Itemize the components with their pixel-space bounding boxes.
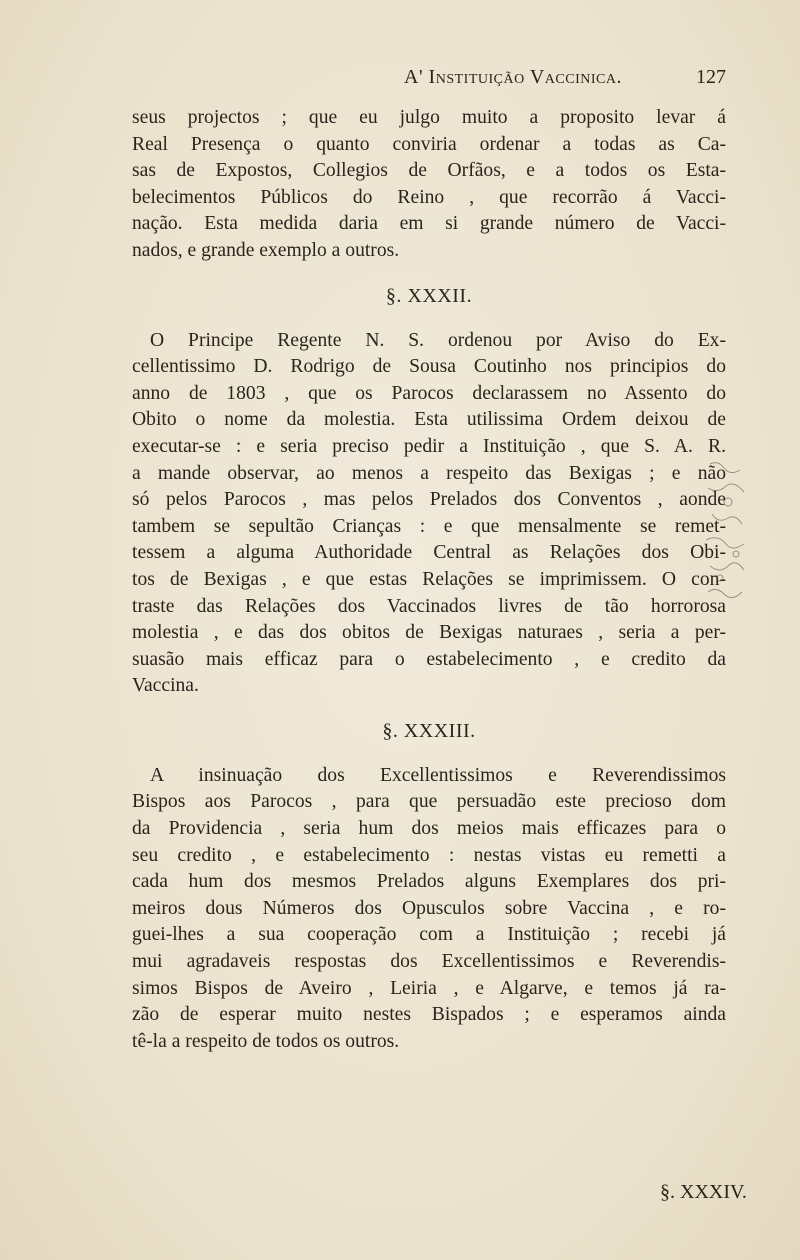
text-line: A insinuação dos Excellentissimos e Reverendissimos — [150, 764, 726, 786]
text-line: da Providencia , seria hum dos meios mais efficazes para o — [132, 818, 726, 840]
text-line: suasão mais efficaz para o estabelecimento , e credito da — [132, 648, 726, 670]
section-heading-32: §. XXXII. — [385, 284, 473, 307]
text-line: molestia , e das dos obitos de Bexigas naturaes , seria a per- — [132, 622, 726, 644]
text-line: meiros dous Números dos Opusculos sobre Vaccina , e ro- — [132, 897, 726, 919]
text-line: a mande observar, ao menos a respeito das Bexigas ; e não — [132, 462, 726, 484]
text-line: Real Presença o quanto conviria ordenar a todas as Ca- — [132, 133, 726, 155]
text-line: zão de esperar muito nestes Bispados ; e esperamos ainda — [132, 1004, 726, 1026]
page-header — [132, 66, 726, 96]
paragraph-2 — [132, 328, 726, 700]
text-line: seu credito , e estabelecimento : nestas vistas eu remetti a — [132, 844, 726, 866]
text-line: mui agradaveis respostas dos Excellentissimos e Reverendis- — [132, 951, 726, 973]
text-line: Bispos aos Parocos , para que persuadão este precioso dom — [132, 791, 726, 813]
text-line: guei-lhes a sua cooperação com a Instituição ; recebi já — [132, 924, 726, 946]
text-line: O Principe Regente N. S. ordenou por Aviso do Ex- — [150, 329, 726, 351]
text-line: sas de Expostos, Collegios de Orfãos, e a todos os Esta- — [132, 160, 726, 182]
text-line: executar-se : e seria preciso pedir a Instituição , que S. A. R. — [132, 435, 726, 457]
text-line: nação. Esta medida daria em si grande número de Vacci- — [132, 213, 726, 235]
text-line: tos de Bexigas , e que estas Relações se imprimissem. O con- — [132, 568, 726, 590]
paragraph-3 — [132, 763, 726, 1056]
text-line: nados, e grande exemplo a outros. — [132, 239, 400, 261]
text-line: só pelos Parocos , mas pelos Prelados dos Conventos , aonde — [132, 489, 726, 511]
text-line: tambem se sepultão Crianças : e que mensalmente se remet- — [132, 515, 726, 537]
text-line: belecimentos Públicos do Reino , que recorrão á Vacci- — [132, 186, 726, 208]
text-line: Vaccina. — [132, 675, 199, 697]
catchword: §. XXXIV. — [660, 1181, 747, 1203]
text-line: seus projectos ; que eu julgo muito a proposito levar á — [132, 107, 726, 128]
text-line: cada hum dos mesmos Prelados alguns Exemplares dos pri- — [132, 871, 726, 893]
text-line: tê-la a respeito de todos os outros. — [132, 1030, 400, 1052]
text-line: cellentissimo D. Rodrigo de Sousa Coutinho nos principios do — [132, 356, 726, 378]
paragraph-1 — [132, 105, 726, 265]
page-number: 127 — [696, 66, 726, 88]
text-line: traste das Relações dos Vaccinados livres de tão horrorosa — [132, 595, 726, 617]
running-head: A' Instituição Vaccinica. — [404, 66, 622, 88]
section-heading-33: §. XXXIII. — [382, 719, 476, 742]
paper-damage-mark — [706, 458, 746, 618]
text-line: Obito o nome da molestia. Esta utilissima Ordem deixou de — [132, 409, 726, 431]
text-line: tessem a alguma Authoridade Central as Relações dos Obi- — [132, 542, 726, 564]
text-line: simos Bispos de Aveiro , Leiria , e Algarve, e temos já ra- — [132, 977, 726, 999]
body-text — [132, 105, 726, 1055]
text-line: anno de 1803 , que os Parocos declarassem no Assento do — [132, 382, 726, 404]
